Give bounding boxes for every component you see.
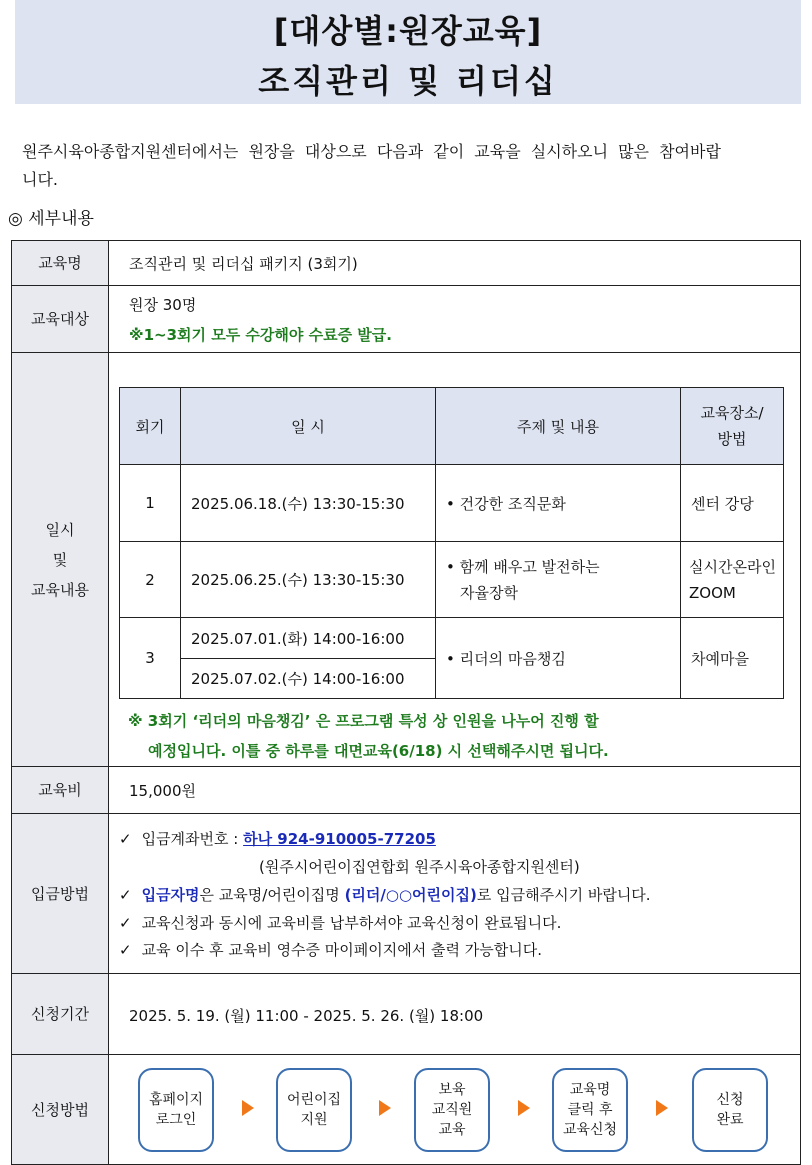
page-title-category: [대상별:원장교육] (273, 12, 543, 50)
session-2-place-line1: 실시간온라인 (689, 557, 776, 576)
check-icon: ✓ (119, 941, 132, 959)
target-text: 원장 30명 (129, 296, 197, 314)
value-fee (108, 766, 801, 814)
session-2-no: 2 (119, 541, 181, 618)
title-banner (15, 0, 801, 104)
value-payment (108, 813, 801, 974)
step-4-line3: 교육신청 (562, 1122, 618, 1138)
arrow-right-icon (379, 1100, 391, 1116)
header-place (680, 387, 784, 465)
step-5-line1: 신청 (716, 1092, 744, 1108)
session-2-topic-line2: 자율장학 (460, 583, 518, 602)
payment-depositor-line (119, 884, 651, 905)
session-3-no: 3 (119, 617, 181, 699)
depositor-format: (리더/○○어린이집) (344, 886, 477, 904)
session-3-datetime-b: 2025.07.02.(수) 14:00-16:00 (180, 658, 436, 699)
label-schedule-line3: 교육내용 (31, 580, 89, 599)
section-title: ◎ 세부내용 (8, 209, 94, 229)
header-place-line1: 교육장소/ (700, 404, 764, 422)
session-2-topic (435, 541, 681, 618)
payment-line4-text: 교육 이수 후 교육비 영수증 마이페이지에서 출력 가능합니다. (141, 941, 542, 959)
session-2-datetime: 2025.06.25.(수) 13:30-15:30 (180, 541, 436, 618)
course-name-text: 조직관리 및 리더십 패키지 (3회기) (129, 255, 358, 273)
label-schedule-line2: 및 (52, 550, 68, 569)
session-2-place (680, 541, 784, 618)
value-period (108, 973, 801, 1055)
step-3-line3: 교육 (438, 1122, 466, 1138)
session-1-place: 센터 강당 (680, 464, 784, 542)
check-icon: ✓ (119, 830, 132, 848)
check-icon: ✓ (119, 914, 132, 932)
label-period: 신청기간 (11, 973, 109, 1055)
depositor-text: 은 교육명/어린이집명 (199, 886, 345, 904)
intro-text: 원주시육아종합지원센터에서는 원장을 대상으로 다음과 같이 교육을 실시하오니 많은 참여바랍 (22, 142, 721, 161)
payment-account-line (119, 828, 436, 849)
arrow-right-icon (242, 1100, 254, 1116)
step-staff-education (414, 1068, 490, 1152)
step-2-line2: 지원 (300, 1112, 328, 1128)
step-1-line1: 홈페이지 (148, 1092, 204, 1108)
session-3-datetime-a: 2025.07.01.(화) 14:00-16:00 (180, 617, 436, 659)
session-1-topic: • 건강한 조직문화 (435, 464, 681, 542)
account-holder: (원주시어린이집연합회 원주시육아종합지원센터) (259, 858, 580, 876)
label-target: 교육대상 (11, 285, 109, 353)
session-1-no: 1 (119, 464, 181, 542)
label-course-name: 교육명 (11, 240, 109, 286)
label-schedule-line1: 일시 (45, 520, 75, 539)
depositor-label: 입금자명 (141, 886, 200, 904)
payment-line3-text: 교육신청과 동시에 교육비를 납부하셔야 교육신청이 완료됩니다. (141, 914, 562, 932)
target-note: ※1~3회기 모두 수강해야 수료증 발급. (129, 326, 392, 344)
label-payment: 입금방법 (11, 813, 109, 974)
label-method: 신청방법 (11, 1054, 109, 1165)
check-icon: ✓ (119, 886, 132, 904)
step-homepage-login (138, 1068, 214, 1152)
step-3-line1: 보육 (438, 1082, 466, 1098)
header-session: 회기 (119, 387, 181, 465)
session-1-datetime: 2025.06.18.(수) 13:30-15:30 (180, 464, 436, 542)
arrow-right-icon (656, 1100, 668, 1116)
step-1-line2: 로그인 (155, 1112, 197, 1128)
step-daycare-support (276, 1068, 352, 1152)
step-4-line2: 클릭 후 (567, 1102, 613, 1118)
session-2-topic-line1: • 함께 배우고 발전하는 (446, 557, 600, 576)
header-place-line2: 방법 (717, 430, 747, 448)
step-4-line1: 교육명 (569, 1082, 611, 1098)
header-topic: 주제 및 내용 (435, 387, 681, 465)
period-text: 2025. 5. 19. (월) 11:00 - 2025. 5. 26. (월) 18:00 (129, 1007, 484, 1025)
step-2-line1: 어린이집 (286, 1092, 342, 1108)
header-datetime: 일 시 (180, 387, 436, 465)
step-3-line2: 교직원 (431, 1102, 473, 1118)
step-5-line2: 완료 (716, 1112, 744, 1128)
depositor-text-end: 로 입금해주시기 바랍니다. (476, 886, 651, 904)
payment-line4 (119, 939, 542, 960)
session-2-place-line2: ZOOM (689, 583, 736, 602)
label-fee: 교육비 (11, 766, 109, 814)
page-title: 조직관리 및 리더십 (258, 62, 558, 100)
session-3-place: 차예마을 (680, 617, 784, 699)
account-number-link[interactable]: 하나 924-910005-77205 (243, 830, 436, 848)
fee-text: 15,000원 (129, 782, 196, 800)
step-complete (692, 1068, 768, 1152)
value-course-name (108, 240, 801, 286)
value-target (108, 285, 801, 353)
payment-line3 (119, 912, 561, 933)
account-label: 입금계좌번호 : (141, 830, 244, 848)
intro-text-cont: 니다. (22, 170, 58, 189)
schedule-note-line2: 예정입니다. 이틀 중 하루를 대면교육(6/18) 시 선택해주시면 됩니다. (148, 742, 609, 760)
step-apply-course (552, 1068, 628, 1152)
session-3-topic: • 리더의 마음챙김 (435, 617, 681, 699)
arrow-right-icon (518, 1100, 530, 1116)
label-schedule (11, 352, 109, 767)
schedule-note-line1: ※ 3회기 ‘리더의 마음챙김’ 은 프로그램 특성 상 인원을 나누어 진행 할 (128, 712, 599, 730)
